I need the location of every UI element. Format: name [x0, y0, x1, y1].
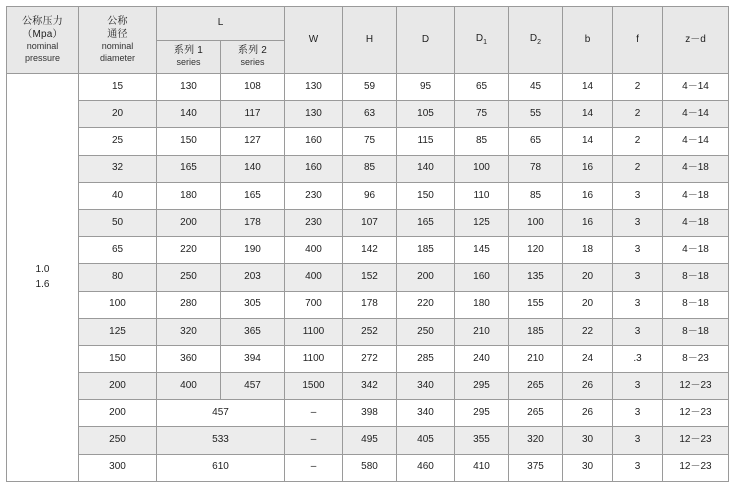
- cell-zd: 12－23: [663, 427, 729, 454]
- cell-b: 14: [563, 128, 613, 155]
- cell-h: 178: [343, 291, 397, 318]
- cell-f: 3: [613, 209, 663, 236]
- table-row: [7, 237, 729, 264]
- cell-b: 16: [563, 209, 613, 236]
- cell-d1: 240: [455, 345, 509, 372]
- cell-d: 250: [397, 318, 455, 345]
- cell-d1: 110: [455, 182, 509, 209]
- cell-h: 252: [343, 318, 397, 345]
- cell-f: 3: [613, 264, 663, 291]
- cell-d: 105: [397, 101, 455, 128]
- cell-dn: 150: [79, 345, 157, 372]
- cell-d: 185: [397, 237, 455, 264]
- cell-zd: 4－18: [663, 155, 729, 182]
- cell-l-merged: 610: [157, 454, 285, 481]
- table-row: [7, 264, 729, 291]
- table-header: [7, 7, 729, 74]
- cell-l1: 280: [157, 291, 221, 318]
- cell-dn: 300: [79, 454, 157, 481]
- cell-nominal-pressure: 1.0 1.6: [7, 74, 79, 482]
- cell-d: 285: [397, 345, 455, 372]
- cell-h: 495: [343, 427, 397, 454]
- cell-h: 59: [343, 74, 397, 101]
- cell-d: 460: [397, 454, 455, 481]
- cell-d1: 180: [455, 291, 509, 318]
- cell-b: 16: [563, 155, 613, 182]
- cell-d: 340: [397, 400, 455, 427]
- cell-b: 18: [563, 237, 613, 264]
- cell-zd: 12－23: [663, 454, 729, 481]
- cell-dn: 250: [79, 427, 157, 454]
- table-body: [7, 74, 729, 482]
- table-row: [7, 318, 729, 345]
- header-zd: z－d: [663, 7, 729, 74]
- cell-w: –: [285, 427, 343, 454]
- cell-d1: 65: [455, 74, 509, 101]
- cell-f: 3: [613, 400, 663, 427]
- table-row: [7, 373, 729, 400]
- cell-f: 3: [613, 182, 663, 209]
- cell-d2: 100: [509, 209, 563, 236]
- cell-w: 230: [285, 182, 343, 209]
- cell-d2: 120: [509, 237, 563, 264]
- cell-l1: 360: [157, 345, 221, 372]
- cell-d1: 85: [455, 128, 509, 155]
- cell-w: 400: [285, 237, 343, 264]
- cell-l2: 457: [221, 373, 285, 400]
- cell-l2: 178: [221, 209, 285, 236]
- cell-l1: 165: [157, 155, 221, 182]
- dimension-table: [6, 6, 729, 482]
- cell-h: 272: [343, 345, 397, 372]
- cell-l-merged: 457: [157, 400, 285, 427]
- cell-h: 107: [343, 209, 397, 236]
- table-row: [7, 182, 729, 209]
- table-row: [7, 101, 729, 128]
- cell-d: 340: [397, 373, 455, 400]
- cell-b: 20: [563, 291, 613, 318]
- cell-d1: 100: [455, 155, 509, 182]
- cell-d: 200: [397, 264, 455, 291]
- cell-l1: 140: [157, 101, 221, 128]
- cell-h: 142: [343, 237, 397, 264]
- cell-d1: 295: [455, 373, 509, 400]
- cell-dn: 40: [79, 182, 157, 209]
- cell-w: 400: [285, 264, 343, 291]
- cell-b: 24: [563, 345, 613, 372]
- cell-f: 3: [613, 318, 663, 345]
- cell-f: 3: [613, 291, 663, 318]
- cell-f: 3: [613, 237, 663, 264]
- table-row: [7, 209, 729, 236]
- cell-l2: 394: [221, 345, 285, 372]
- cell-d: 220: [397, 291, 455, 318]
- cell-d2: 78: [509, 155, 563, 182]
- cell-zd: 8－18: [663, 318, 729, 345]
- cell-l1: 130: [157, 74, 221, 101]
- cell-f: 2: [613, 101, 663, 128]
- cell-l2: 117: [221, 101, 285, 128]
- cell-f: 3: [613, 373, 663, 400]
- cell-b: 22: [563, 318, 613, 345]
- cell-h: 96: [343, 182, 397, 209]
- cell-h: 63: [343, 101, 397, 128]
- cell-d2: 375: [509, 454, 563, 481]
- cell-b: 26: [563, 373, 613, 400]
- cell-zd: 8－23: [663, 345, 729, 372]
- cell-d1: 160: [455, 264, 509, 291]
- cell-d1: 210: [455, 318, 509, 345]
- cell-f: 2: [613, 74, 663, 101]
- cell-zd: 8－18: [663, 291, 729, 318]
- cell-dn: 65: [79, 237, 157, 264]
- cell-l1: 220: [157, 237, 221, 264]
- cell-b: 30: [563, 427, 613, 454]
- cell-l-merged: 533: [157, 427, 285, 454]
- cell-dn: 20: [79, 101, 157, 128]
- cell-w: 1100: [285, 318, 343, 345]
- cell-zd: 12－23: [663, 400, 729, 427]
- cell-b: 26: [563, 400, 613, 427]
- cell-dn: 100: [79, 291, 157, 318]
- cell-l2: 140: [221, 155, 285, 182]
- cell-l1: 250: [157, 264, 221, 291]
- cell-l1: 200: [157, 209, 221, 236]
- cell-b: 14: [563, 74, 613, 101]
- cell-zd: 12－23: [663, 373, 729, 400]
- header-l-series2: 系列 2 series: [221, 40, 285, 74]
- header-row-top: [7, 7, 729, 41]
- cell-d: 150: [397, 182, 455, 209]
- cell-l2: 190: [221, 237, 285, 264]
- cell-l1: 180: [157, 182, 221, 209]
- cell-f: 2: [613, 128, 663, 155]
- cell-b: 20: [563, 264, 613, 291]
- cell-f: 3: [613, 427, 663, 454]
- cell-d: 140: [397, 155, 455, 182]
- cell-l2: 305: [221, 291, 285, 318]
- cell-d1: 75: [455, 101, 509, 128]
- table-row: [7, 74, 729, 101]
- cell-d: 165: [397, 209, 455, 236]
- cell-w: –: [285, 400, 343, 427]
- table-row: [7, 128, 729, 155]
- cell-dn: 25: [79, 128, 157, 155]
- cell-zd: 4－18: [663, 182, 729, 209]
- cell-h: 580: [343, 454, 397, 481]
- cell-f: .3: [613, 345, 663, 372]
- cell-w: 230: [285, 209, 343, 236]
- cell-dn: 32: [79, 155, 157, 182]
- cell-b: 30: [563, 454, 613, 481]
- cell-l2: 365: [221, 318, 285, 345]
- cell-d2: 45: [509, 74, 563, 101]
- cell-w: 1100: [285, 345, 343, 372]
- header-d: D: [397, 7, 455, 74]
- header-b: b: [563, 7, 613, 74]
- cell-h: 398: [343, 400, 397, 427]
- header-d2: $D_2$: [509, 7, 563, 74]
- cell-d2: 65: [509, 128, 563, 155]
- cell-zd: 4－14: [663, 128, 729, 155]
- cell-w: 130: [285, 101, 343, 128]
- cell-w: 1500: [285, 373, 343, 400]
- cell-dn: 15: [79, 74, 157, 101]
- cell-f: 3: [613, 454, 663, 481]
- spec-table-sheet: [0, 6, 734, 473]
- table-row: [7, 155, 729, 182]
- cell-d2: 85: [509, 182, 563, 209]
- cell-h: 85: [343, 155, 397, 182]
- cell-f: 2: [613, 155, 663, 182]
- cell-d1: 295: [455, 400, 509, 427]
- cell-w: –: [285, 454, 343, 481]
- cell-l1: 150: [157, 128, 221, 155]
- header-w: W: [285, 7, 343, 74]
- cell-zd: 4－18: [663, 209, 729, 236]
- cell-zd: 8－18: [663, 264, 729, 291]
- cell-d2: 210: [509, 345, 563, 372]
- cell-l2: 108: [221, 74, 285, 101]
- cell-d1: 410: [455, 454, 509, 481]
- cell-zd: 4－14: [663, 101, 729, 128]
- cell-w: 130: [285, 74, 343, 101]
- cell-dn: 125: [79, 318, 157, 345]
- header-nominal-pressure: 公称压力 （Mpa） nominal pressure: [7, 7, 79, 74]
- header-f: f: [613, 7, 663, 74]
- cell-d: 95: [397, 74, 455, 101]
- cell-d2: 135: [509, 264, 563, 291]
- cell-zd: 4－14: [663, 74, 729, 101]
- header-nominal-diameter: 公称 通径 nominal diameter: [79, 7, 157, 74]
- header-d1: $D_1$: [455, 7, 509, 74]
- cell-b: 16: [563, 182, 613, 209]
- cell-w: 160: [285, 155, 343, 182]
- table-row: [7, 427, 729, 454]
- cell-d1: 355: [455, 427, 509, 454]
- table-row: [7, 400, 729, 427]
- cell-h: 152: [343, 264, 397, 291]
- cell-l1: 320: [157, 318, 221, 345]
- cell-w: 160: [285, 128, 343, 155]
- cell-b: 14: [563, 101, 613, 128]
- cell-dn: 200: [79, 373, 157, 400]
- header-l-series1: 系列 1 series: [157, 40, 221, 74]
- cell-d2: 155: [509, 291, 563, 318]
- cell-dn: 50: [79, 209, 157, 236]
- cell-h: 75: [343, 128, 397, 155]
- table-row: [7, 291, 729, 318]
- cell-l2: 127: [221, 128, 285, 155]
- cell-w: 700: [285, 291, 343, 318]
- cell-l2: 165: [221, 182, 285, 209]
- table-row: [7, 345, 729, 372]
- cell-dn: 200: [79, 400, 157, 427]
- cell-d1: 145: [455, 237, 509, 264]
- cell-d2: 320: [509, 427, 563, 454]
- cell-zd: 4－18: [663, 237, 729, 264]
- cell-d2: 265: [509, 373, 563, 400]
- cell-l2: 203: [221, 264, 285, 291]
- cell-dn: 80: [79, 264, 157, 291]
- cell-d1: 125: [455, 209, 509, 236]
- table-row: [7, 454, 729, 481]
- header-h: H: [343, 7, 397, 74]
- cell-d2: 185: [509, 318, 563, 345]
- cell-l1: 400: [157, 373, 221, 400]
- header-l-group: L: [157, 7, 285, 41]
- cell-d2: 265: [509, 400, 563, 427]
- cell-d: 115: [397, 128, 455, 155]
- cell-h: 342: [343, 373, 397, 400]
- cell-d2: 55: [509, 101, 563, 128]
- cell-d: 405: [397, 427, 455, 454]
